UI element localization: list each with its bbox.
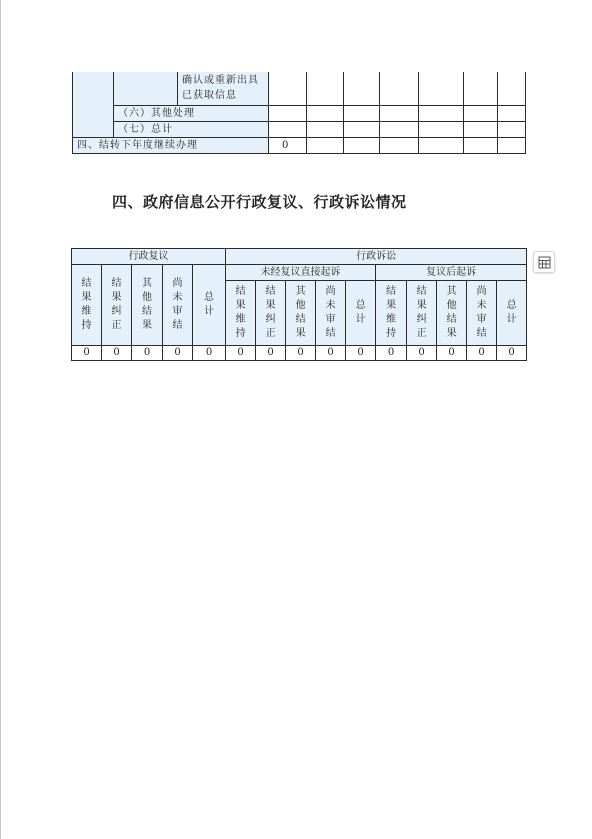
header-other-text: 其他结果 (446, 286, 457, 340)
row-label-cell (113, 105, 269, 122)
value-cell (379, 72, 419, 106)
header-corrected-text: 结果纠正 (111, 277, 122, 331)
admin-litigation-header: 行政诉讼 (226, 249, 527, 265)
value-cell (343, 72, 380, 106)
value-cell (497, 105, 526, 122)
blank-merged-cell (72, 72, 114, 138)
value-cell (268, 72, 307, 106)
value-cell: 0 (72, 345, 102, 360)
value-cell (463, 72, 498, 106)
header-other (286, 281, 316, 346)
value-cell (343, 137, 380, 154)
header-total-text: 总计 (204, 291, 215, 317)
value-cell: 0 (407, 345, 437, 360)
header-corrected-text: 结果纠正 (265, 286, 276, 340)
review-litigation-table (71, 248, 527, 361)
value-cell (418, 121, 464, 138)
value-cell (497, 121, 526, 138)
header-total-text: 总计 (355, 300, 366, 326)
header-pending (316, 281, 346, 346)
value-cell: 0 (497, 345, 527, 360)
value-cell (418, 105, 464, 122)
value-cell (463, 121, 498, 138)
value-cell (268, 105, 307, 122)
direct-litigation-header: 未经复议直接起诉 (226, 265, 376, 281)
value-cell: 0 (163, 345, 193, 360)
value-cell: 0 (226, 345, 256, 360)
carry-over-value-cell (268, 137, 307, 154)
value-cell: 0 (132, 345, 163, 360)
header-maintained (376, 281, 407, 346)
header-total-text: 总计 (506, 300, 517, 326)
value-cell: 0 (376, 345, 407, 360)
row-label-cell (72, 137, 269, 154)
value-cell (497, 72, 526, 106)
header-other (132, 265, 163, 346)
value-cell (418, 72, 464, 106)
value-cell (379, 105, 419, 122)
statistics-table-continuation (72, 72, 526, 154)
blank-subcategory-cell (113, 72, 178, 106)
table-fit-button[interactable] (533, 251, 555, 273)
row-label-cell (113, 121, 269, 138)
row-label-line2: 已获取信息 (182, 90, 237, 101)
value-cell (306, 105, 344, 122)
value-cell (343, 105, 380, 122)
value-cell (418, 137, 464, 154)
value-cell (497, 137, 526, 154)
value-cell (306, 72, 344, 106)
row-label-carry-over: 四、结转下年度继续办理 (77, 140, 198, 151)
header-other-text: 其他结果 (295, 286, 306, 340)
value-cell: 0 (256, 345, 286, 360)
header-maintained (226, 281, 256, 346)
value-cell: 0 (346, 345, 376, 360)
value-cell: 0 (467, 345, 497, 360)
header-pending-text: 尚未审结 (172, 277, 183, 331)
carry-over-value: 0 (282, 140, 290, 151)
value-cell: 0 (102, 345, 132, 360)
header-total (497, 281, 527, 346)
header-corrected (256, 281, 286, 346)
header-total (346, 281, 376, 346)
row-label-other-handling: （六）其他处理 (118, 108, 195, 119)
header-total (193, 265, 226, 346)
value-cell (463, 105, 498, 122)
value-cell (379, 121, 419, 138)
value-cell (343, 121, 380, 138)
value-cell (463, 137, 498, 154)
row-label-cell (177, 72, 269, 106)
value-cell: 0 (193, 345, 226, 360)
header-corrected (407, 281, 437, 346)
header-maintained-text: 结果维持 (386, 286, 397, 340)
header-maintained (72, 265, 102, 346)
table-fit-icon (538, 256, 551, 269)
header-corrected (102, 265, 132, 346)
header-pending (467, 281, 497, 346)
header-pending-text: 尚未审结 (476, 286, 487, 340)
row-label-line1: 确认或重新出具 (182, 75, 259, 86)
header-other (437, 281, 467, 346)
header-pending-text: 尚未审结 (325, 286, 336, 340)
header-maintained-text: 结果维持 (81, 277, 92, 331)
section-heading: 四、政府信息公开行政复议、行政诉讼情况 (112, 193, 407, 211)
value-cell (379, 137, 419, 154)
page-edge (0, 0, 1, 839)
admin-review-header: 行政复议 (72, 249, 226, 265)
after-review-litigation-header: 复议后起诉 (376, 265, 527, 281)
header-other-text: 其他结果 (142, 277, 152, 331)
value-cell: 0 (316, 345, 346, 360)
value-cell (306, 137, 344, 154)
row-label-total: （七）总计 (118, 124, 173, 135)
header-corrected-text: 结果纠正 (416, 286, 427, 340)
value-cell (306, 121, 344, 138)
header-maintained-text: 结果维持 (235, 286, 246, 340)
value-cell: 0 (286, 345, 316, 360)
value-cell: 0 (437, 345, 467, 360)
value-cell (268, 121, 307, 138)
header-pending (163, 265, 193, 346)
